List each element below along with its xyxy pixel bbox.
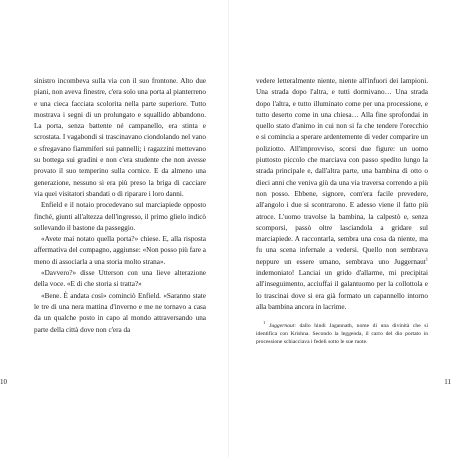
paragraph: sinistro incombeva sulla via con il suo frontone. Alto due piani, non aveva finestre, c'era solo una porta al pianterreno e una cieca facciata scolorita nella parte superiore. Tutto mostrava i segni di un prolungato e squallido abbandono. La porta, senza battente né campanello, era stinta e scrostata. I vagabondi si trascinavano ciondolando nel vano e sfregavano fiammiferi sui pannelli; i ragazzini mettevano su bottega sui gradini e non c'era studente che non avesse provato il suo temperino sulla cornice. E da almeno una generazione, nessuno si era più preso la briga di cacciare via quei visitatori sbandati o di riparare i loro danni. [34,77,206,198]
paragraph-text: vedere letteralmente niente, niente all'infuori dei lampioni. Una strada dopo l'altra, e tutti dormivano… Una strada dopo l'altra, e tutto illuminato come per una processione, e tutto deserto come in una chiesa… Alla fine sprofondai in quello stato d'animo in cui non si fa che tendere l'orecchio e si comincia a sperare ardentemente di veder comparire un poliziotto. All'improvviso, scorsi due figure: un uomo piuttosto piccolo che marciava con passo spedito lungo la strada principale e, dall'altra parte, una bambina di otto o dieci anni che veniva giù da una via traversa correndo a più non posso. Ebbene, signore, com'era facile prevedere, all'angolo i due si scontrarono. E adesso viene il fatto più atroce. L'uomo travolse la bambina, la calpestò e, senza scomporsi, passò oltre lasciandola a gridare sul marciapiede. A raccontarla, sembra una cosa da niente, ma fu una scena infernale a vedersi. Quello non sembrava neppure un essere umano, sembrava uno Juggernaut [256,77,428,266]
paragraph: Enfield e il notaio procedevano sul marciapiede opposto finché, giunti all'altezza dell'ingresso, il primo glielo indicò sollevando il bastone da passeggio. [34,201,206,232]
footnote [256,322,428,346]
paragraph-text: indemoniato! Lanciai un grido d'allarme, mi precipitai all'inseguimento, acciuffai il galantuomo per la collottola e lo trascinai dove si era già formato un capannello intorno alla bambina ancora in lacrime. [256,269,428,311]
left-page [0,0,228,457]
paragraph: «Bene. È andata così» cominciò Enfield. «Saranno state le tre di una nera mattina d'inverno e me ne tornavo a casa da un qualche posto in capo al mondo attraversando una parte della città dove non c'era da [34,291,206,334]
right-page [229,0,457,457]
page-number: 10 [0,378,7,386]
left-page-body [34,76,206,336]
paragraph: «Avete mai notato quella porta?» chiese. E, alla risposta affermativa del compagno, aggiunse: «Non posso più fare a meno di associarla a una storia molto strana». [34,235,206,266]
footnote-marker: 1 [263,320,266,326]
paragraph: «Davvero?» disse Utterson con una lieve alterazione della voce. «E di che storia si tratta?» [34,269,206,289]
footnote-term: Juggernaut [268,323,295,329]
page-number: 11 [444,378,451,386]
footnote-reference[interactable]: 1 [425,256,428,262]
right-page-body [256,76,428,313]
footnote-text: : dallo hindi Jagannath, nome di una divinità che si identifica con Krishna. Secondo la leggenda, il carro del dio portato in processione schiacciava i fedeli sotto le sue ruote. [256,323,429,345]
paragraph [256,76,428,313]
